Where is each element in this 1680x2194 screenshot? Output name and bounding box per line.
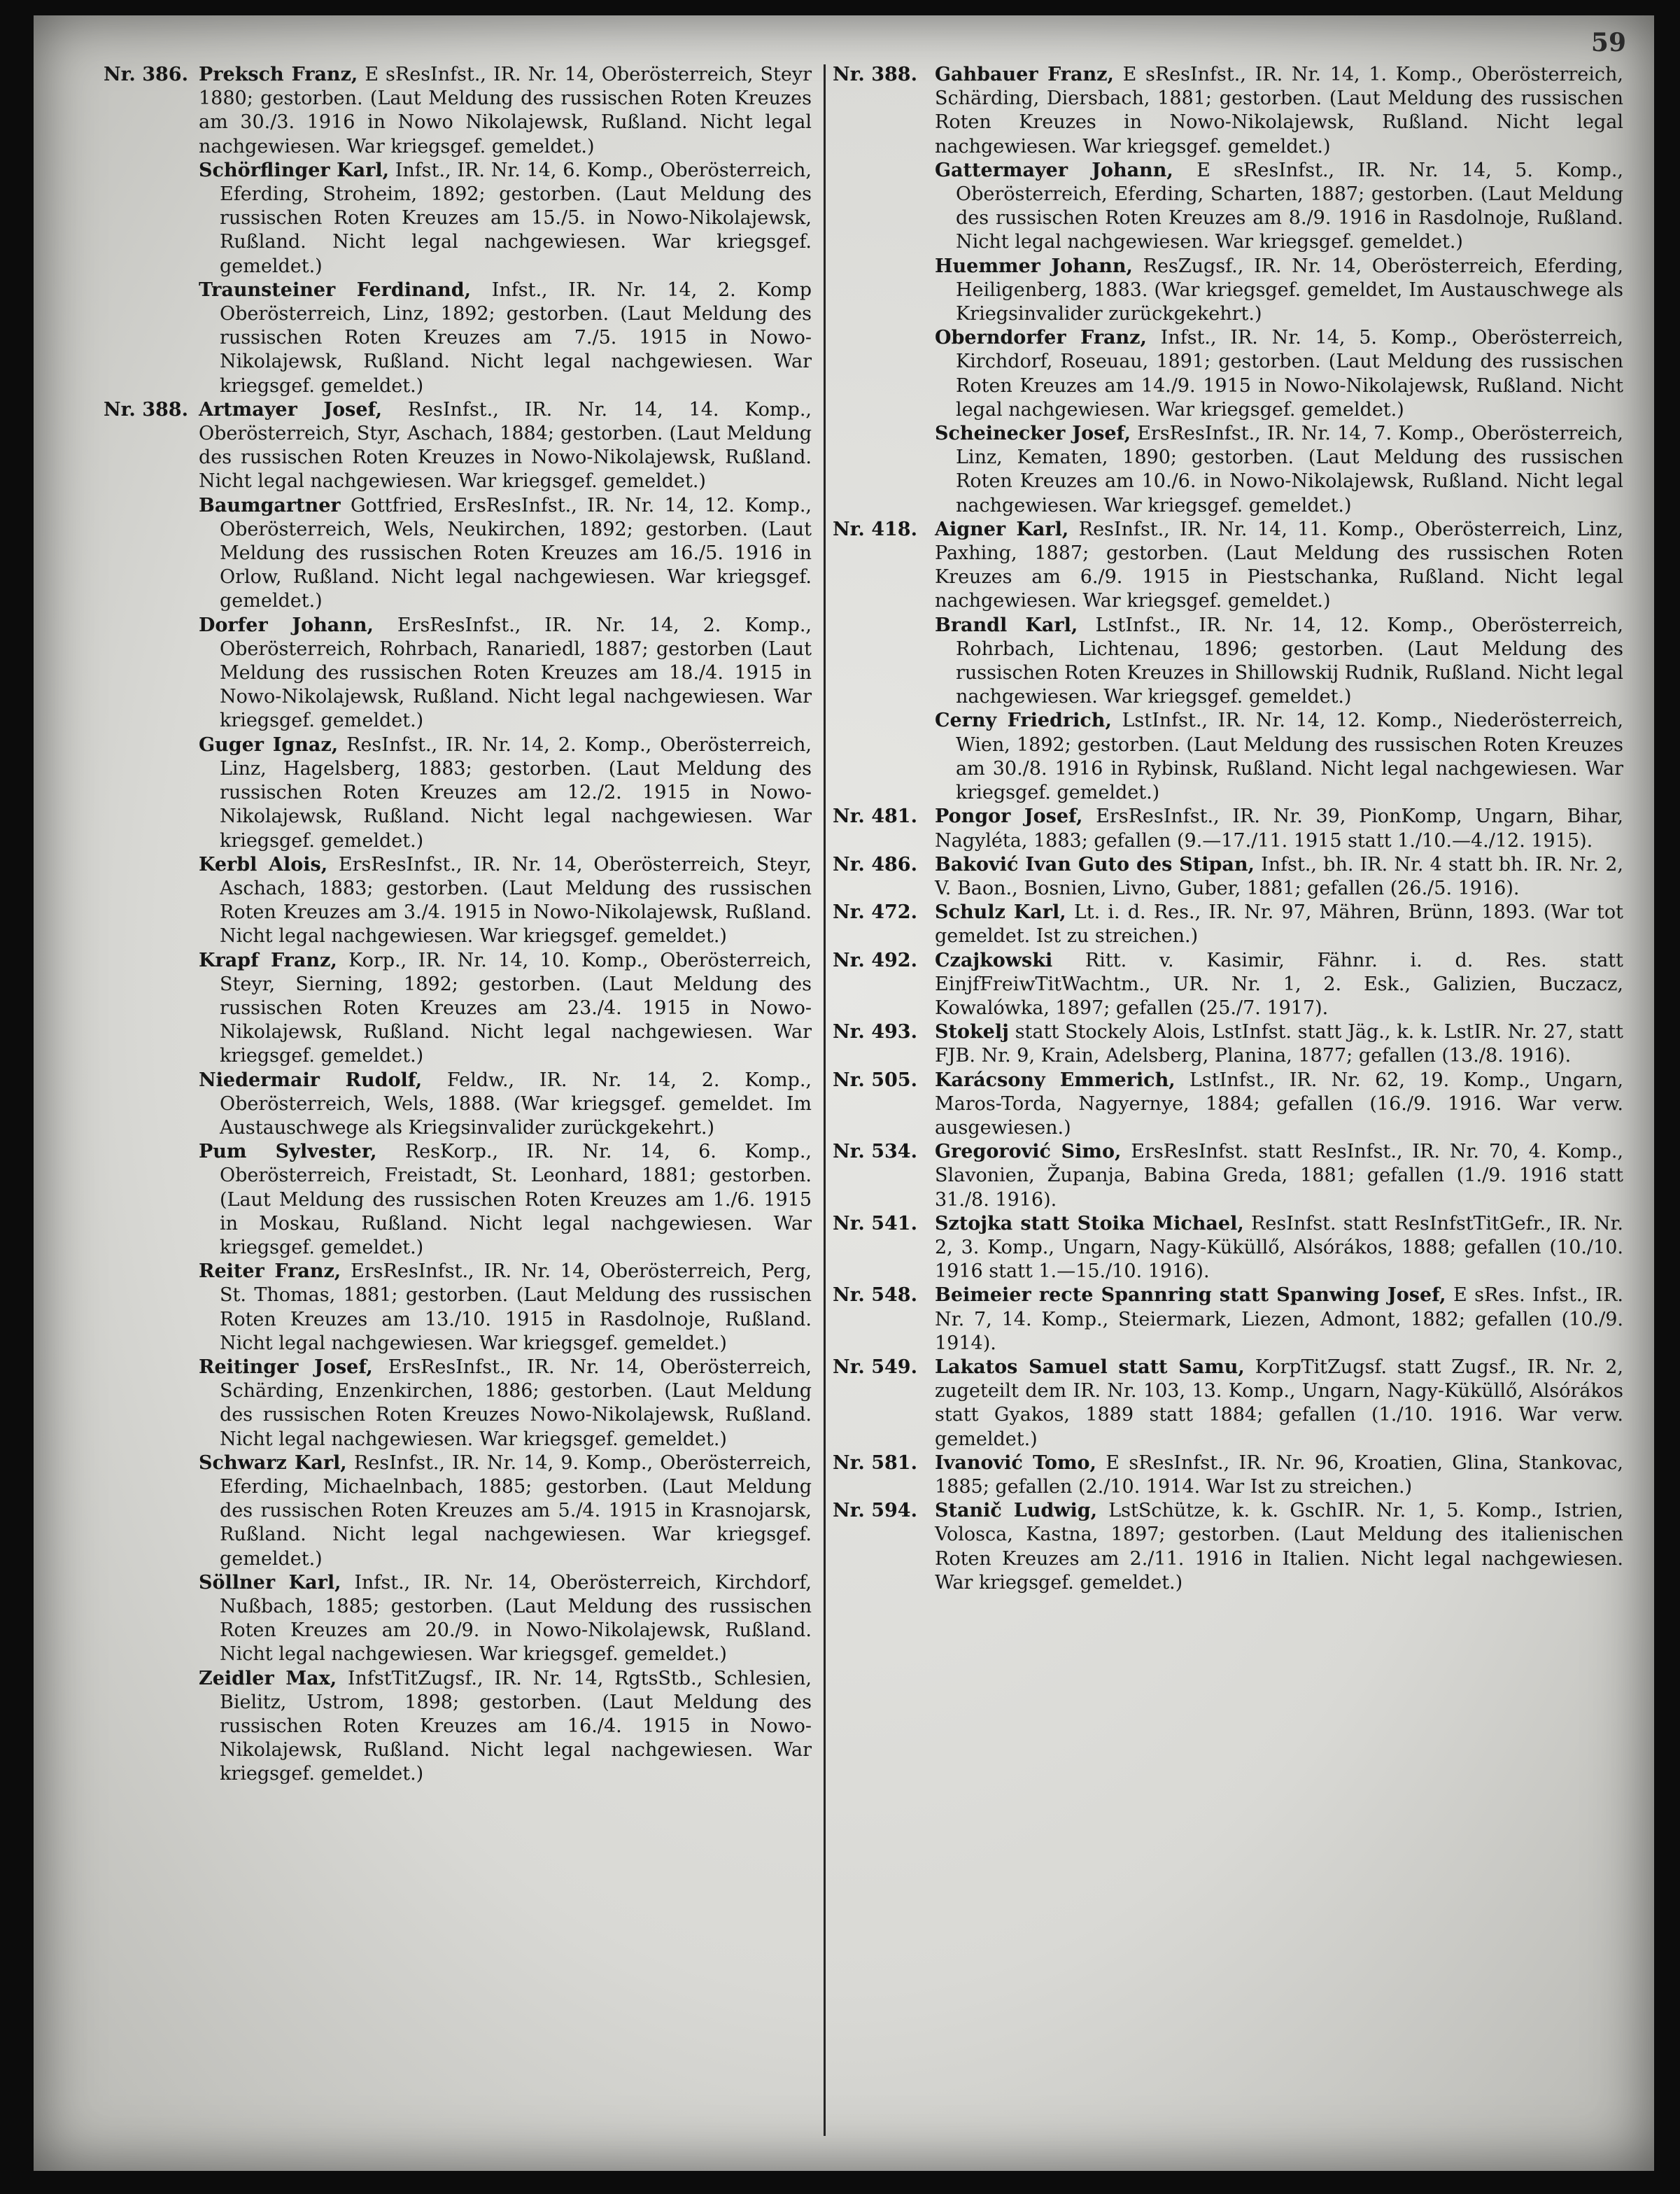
entry-name: Kerbl Alois, xyxy=(199,853,328,876)
list-entry xyxy=(833,1140,1623,1212)
entry-text: Infst., IR. Nr. 14, 5. Komp., Oberösterreich, Kirchdorf, Roseuau, 1891; gestorben. (Laut Meldung des russischen Roten Kreuzes am 14./9. 1915 in Nowo-Nikolajewsk, Rußland. Nicht legal nachgewiesen. War kriegsgef. gemeldet.) xyxy=(956,327,1623,421)
entry-name: Gahbauer Franz, xyxy=(935,64,1114,85)
entry-text: InfstTitZugsf., IR. Nr. 14, RgtsStb., Schlesien, Bielitz, Ustrom, 1898; gestorben. (Laut Meldung des russischen Roten Kreuzes am 16./4. 1915 in Nowo-Nikolajewsk, Rußland. Nicht legal nachgewiesen. War kriegsgef. gemeldet.) xyxy=(220,1667,812,1785)
entry-name: Stokelj xyxy=(935,1021,1009,1043)
list-entry xyxy=(833,1284,1623,1356)
entry-text: E sResInfst., IR. Nr. 14, 1. Komp., Oberösterreich, Schärding, Diersbach, 1881; gestorben. (Laut Meldung des russischen Roten Kreuzes in Nowo-Nikolajewsk, Rußland. Nicht legal nachgewiesen. War kriegsgef. gemeldet.) xyxy=(935,64,1623,157)
list-entry xyxy=(199,279,812,398)
list-entry xyxy=(833,518,1623,614)
list-entry xyxy=(199,1667,812,1787)
entry-text: Infst., IR. Nr. 14, Oberösterreich, Kirchdorf, Nußbach, 1885; gestorben. (Laut Meldung des russischen Roten Kreuzes am 20./9. in Nowo-Nikolajewsk, Rußland. Nicht legal nachgewiesen. War kriegsgef. gemeldet.) xyxy=(220,1571,812,1666)
entry-text: Feldw., IR. Nr. 14, 2. Komp., Oberösterreich, Wels, 1888. (War kriegsgef. gemeldet. Im Austauschwege als Kriegsinvalider zurückgekehrt.) xyxy=(220,1069,812,1139)
entry-text: Gottfried, ErsResInfst., IR. Nr. 14, 12. Komp., Oberösterreich, Wels, Neukirchen, 1892; gestorben. (Laut Meldung des russischen Roten Kreuzes am 16./5. 1916 in Orlow, Rußland. Nicht legal nachgewiesen. War kriegsgef. gemeldet.) xyxy=(220,494,812,612)
entry-number: Nr. 581. xyxy=(833,1451,917,1474)
entry-text: E sResInfst., IR. Nr. 14, 5. Komp., Oberösterreich, Eferding, Scharten, 1887; gestorben. (Laut Meldung des russischen Roten Kreuzes am 8./9. 1916 in Rasdolnoje, Rußland. Nicht legal nachgewiesen. War kriegsgef. gemeldet.) xyxy=(956,159,1624,253)
entry-number: Nr. 418. xyxy=(833,518,917,540)
entry-text: ResInfst. statt ResInfstTitGefr., IR. Nr. 2, 3. Komp., Ungarn, Nagy-Küküllő, Alsórákos, 1888; gefallen (10./10. 1916 statt 1.—15./10. 1916). xyxy=(935,1212,1624,1283)
entry-name: Reiter Franz, xyxy=(199,1260,341,1283)
list-entry xyxy=(199,949,812,1069)
entry-name: Aigner Karl, xyxy=(935,518,1069,540)
list-entry xyxy=(935,422,1623,518)
list-entry xyxy=(199,1260,812,1356)
entry-number: Nr. 472. xyxy=(833,901,917,924)
entry-number: Nr. 481. xyxy=(833,806,917,828)
entry-text: Infst., IR. Nr. 14, 6. Komp., Oberösterreich, Eferding, Stroheim, 1892; gestorben. (Laut Meldung des russischen Roten Kreuzes am 15./5. in Nowo-Nikolajewsk, Rußland. Nicht legal nachgewiesen. War kriegsgef. gemeldet.) xyxy=(220,159,812,277)
entry-number: Nr. 486. xyxy=(833,853,917,876)
entry-text: statt Stockely Alois, LstInfst. statt Jäg., k. k. LstIR. Nr. 27, statt FJB. Nr. 9, Krain, Adelsberg, Planina, 1877; gefallen (13./8. 1916). xyxy=(935,1021,1623,1067)
list-entry xyxy=(833,901,1623,948)
list-entry xyxy=(935,159,1623,255)
entry-name: Beimeier recte Spannring statt Spanwing Josef, xyxy=(935,1284,1446,1307)
entry-text: ErsResInfst., IR. Nr. 14, 2. Komp., Oberösterreich, Rohrbach, Ranariedl, 1887; gestorben (Laut Meldung des russischen Roten Kreuzes am 18./4. 1915 in Nowo-Nikolajewsk, Rußland. Nicht legal nachgewiesen. War kriegsgef. gemeldet.) xyxy=(220,614,812,732)
entry-text: ResInfst., IR. Nr. 14, 14. Komp., Oberösterreich, Styr, Aschach, 1884; gestorben. (Laut Meldung des russischen Roten Kreuzes in Nowo-Nikolajewsk, Rußland. Nicht legal nachgewiesen. War kriegsgef. gemeldet.) xyxy=(199,398,812,493)
list-entry xyxy=(199,733,812,853)
entry-name: Huemmer Johann, xyxy=(935,255,1133,277)
entry-name: Brandl Karl, xyxy=(935,614,1078,636)
entry-name: Zeidler Max, xyxy=(199,1667,337,1689)
entry-text: LstInfst., IR. Nr. 62, 19. Komp., Ungarn, Maros-Torda, Nagyernye, 1884; gefallen (16./9. 1916. War verw. ausgewiesen.) xyxy=(935,1069,1623,1139)
entry-name: Schörflinger Karl, xyxy=(199,159,389,181)
entry-text: ErsResInfst., IR. Nr. 14, 7. Komp., Oberösterreich, Linz, Kematen, 1890; gestorben. (Laut Meldung des russischen Roten Kreuzes am 10./6. in Nowo-Nikolajewsk, Rußland. Nicht legal nachgewiesen. War kriegsgef. gemeldet.) xyxy=(956,423,1623,516)
entry-number: Nr. 594. xyxy=(833,1500,917,1522)
list-entry xyxy=(199,614,812,733)
list-entry xyxy=(935,326,1623,422)
entry-text: LstInfst., IR. Nr. 14, 12. Komp., Niederösterreich, Wien, 1892; gestorben. (Laut Meldung des russischen Roten Kreuzes am 30./8. 1916 in Rybinsk, Rußland. Nicht legal nachgewiesen. War kriegsgef. gemeldet.) xyxy=(956,710,1624,804)
entry-name: Traunsteiner Ferdinand, xyxy=(199,279,472,301)
entry-text: Ritt. v. Kasimir, Fähnr. i. d. Res. statt EinjfFreiwTitWachtm., UR. Nr. 1, 2. Esk., Galizien, Buczacz, Kowalówka, 1897; gefallen (25./7. 1917). xyxy=(935,949,1623,1019)
entry-name: Guger Ignaz, xyxy=(199,733,339,756)
entry-number: Nr. 541. xyxy=(833,1212,917,1235)
entry-name: Baumgartner xyxy=(199,494,341,516)
list-entry xyxy=(104,63,812,159)
list-entry xyxy=(199,1571,812,1667)
list-entry xyxy=(199,159,812,279)
entry-name: Scheinecker Josef, xyxy=(935,423,1131,445)
entry-name: Gattermayer Johann, xyxy=(935,159,1173,181)
entry-number: Nr. 493. xyxy=(833,1021,917,1043)
entry-number: Nr. 492. xyxy=(833,949,917,971)
entry-name: Schwarz Karl, xyxy=(199,1451,347,1474)
entry-text: ResZugsf., IR. Nr. 14, Oberösterreich, Eferding, Heiligenberg, 1883. (War kriegsgef. gemeldet, Im Austauschwege als Kriegsinvalider zurückgekehrt.) xyxy=(956,255,1623,325)
entry-name: Karácsony Emmerich, xyxy=(935,1069,1176,1091)
entry-name: Cerny Friedrich, xyxy=(935,710,1112,732)
list-entry xyxy=(833,1451,1623,1499)
entry-name: Reitinger Josef, xyxy=(199,1356,373,1378)
list-entry xyxy=(199,1069,812,1141)
column-divider xyxy=(824,64,826,2136)
page-number: 59 xyxy=(1590,28,1626,57)
entry-text: ErsResInfst., IR. Nr. 14, Oberösterreich, Perg, St. Thomas, 1881; gestorben. (Laut Meldung des russischen Roten Kreuzes am 13./10. 1915 in Rasdolnoje, Rußland. Nicht legal nachgewiesen. War kriegsgef. gemeldet.) xyxy=(220,1260,812,1354)
entry-number: Nr. 549. xyxy=(833,1356,917,1378)
list-entry xyxy=(199,1140,812,1260)
entry-number: Nr. 388. xyxy=(104,398,188,421)
entry-text: ErsResInfst., IR. Nr. 14, Oberösterreich, Schärding, Enzenkirchen, 1886; gestorben. (Laut Meldung des russischen Roten Kreuzes Nowo-Nikolajewsk, Rußland. Nicht legal nachgewiesen. War kriegsgef. gemeldet.) xyxy=(220,1356,812,1450)
right-column xyxy=(833,63,1623,1595)
entry-name: Gregorović Simo, xyxy=(935,1141,1122,1163)
entry-text: ErsResInfst. statt ResInfst., IR. Nr. 70, 4. Komp., Slavonien, Županja, Babina Greda, 1881; gefallen (1./9. 1916 statt 31./8. 1916). xyxy=(935,1141,1623,1211)
entry-text: E sRes. Infst., IR. Nr. 7, 14. Komp., Steiermark, Liezen, Admont, 1882; gefallen (10./9. 1914). xyxy=(935,1284,1623,1354)
entry-text: E sResInfst., IR. Nr. 96, Kroatien, Glina, Stankovac, 1885; gefallen (2./10. 1914. War Ist zu streichen.) xyxy=(935,1451,1624,1498)
entry-number: Nr. 505. xyxy=(833,1069,917,1091)
entry-text: LstSchütze, k. k. GschIR. Nr. 1, 5. Komp., Istrien, Volosca, Kastna, 1897; gestorben. (Laut Meldung des italienischen Roten Kreuzes am 2./11. 1916 in Italien. Nicht legal nachgewiesen. War kriegsgef. gemeldet.) xyxy=(935,1500,1623,1594)
list-entry xyxy=(104,398,812,494)
entry-name: Preksch Franz, xyxy=(199,64,358,85)
entry-number: Nr. 388. xyxy=(833,64,917,85)
list-entry xyxy=(935,709,1623,805)
entry-number: Nr. 386. xyxy=(104,64,188,85)
list-entry xyxy=(935,255,1623,327)
list-entry xyxy=(833,1020,1623,1068)
entry-number: Nr. 534. xyxy=(833,1141,917,1163)
list-entry xyxy=(833,853,1623,901)
entry-name: Krapf Franz, xyxy=(199,949,337,971)
list-entry xyxy=(833,949,1623,1021)
entry-name: Oberndorfer Franz, xyxy=(935,327,1147,349)
entry-text: KorpTitZugsf. statt Zugsf., IR. Nr. 2, zugeteilt dem IR. Nr. 103, 13. Komp., Ungarn, Nagy-Küküllő, Alsórákos statt Gyakos, 1889 statt 1884; gefallen (1./10. 1916. War verw. gemeldet.) xyxy=(935,1356,1623,1450)
entry-number: Nr. 548. xyxy=(833,1284,917,1307)
list-entry xyxy=(199,494,812,614)
left-column xyxy=(104,63,812,1787)
list-entry xyxy=(833,805,1623,852)
entry-name: Stanič Ludwig, xyxy=(935,1500,1098,1522)
list-entry xyxy=(833,1212,1623,1284)
entry-text: Infst., bh. IR. Nr. 4 statt bh. IR. Nr. 2, V. Baon., Bosnien, Livno, Guber, 1881; gefallen (26./5. 1916). xyxy=(935,853,1623,899)
entry-name: Schulz Karl, xyxy=(935,901,1066,924)
entry-name: Czajkowski xyxy=(935,949,1053,971)
entry-name: Sztojka statt Stoika Michael, xyxy=(935,1212,1244,1235)
list-entry xyxy=(833,63,1623,159)
entry-name: Pum Sylvester, xyxy=(199,1141,377,1163)
entry-text: Korp., IR. Nr. 14, 10. Komp., Oberösterreich, Steyr, Sierning, 1892; gestorben. (Laut Meldung des russischen Roten Kreuzes am 23./4. 1915 in Nowo-Nikolajewsk, Rußland. Nicht legal nachgewiesen. War kriegsgef. gemeldet.) xyxy=(220,949,812,1067)
entry-name: Niedermair Rudolf, xyxy=(199,1069,423,1091)
document-page xyxy=(34,15,1654,2171)
entry-text: ResInfst., IR. Nr. 14, 11. Komp., Oberösterreich, Linz, Paxhing, 1887; gestorben. (Laut Meldung des russischen Roten Kreuzes am 6./9. 1915 in Piestschanka, Rußland. Nicht legal nachgewiesen. War kriegsgef. gemeldet.) xyxy=(935,518,1624,612)
entry-name: Dorfer Johann, xyxy=(199,614,374,636)
entry-text: Lt. i. d. Res., IR. Nr. 97, Mähren, Brünn, 1893. (War tot gemeldet. Ist zu streichen.) xyxy=(935,901,1623,948)
entry-name: Baković Ivan Guto des Stipan, xyxy=(935,853,1255,876)
entry-text: LstInfst., IR. Nr. 14, 12. Komp., Oberösterreich, Rohrbach, Lichtenau, 1896; gestorben. (Laut Meldung des russischen Roten Kreuzes in Shillowskij Rudnik, Rußland. Nicht legal nachgewiesen. War kriegsgef. gemeldet.) xyxy=(956,614,1623,708)
list-entry xyxy=(199,1356,812,1451)
entry-text: ResInfst., IR. Nr. 14, 2. Komp., Oberösterreich, Linz, Hagelsberg, 1883; gestorben. (Laut Meldung des russischen Roten Kreuzes am 12./2. 1915 in Nowo-Nikolajewsk, Rußland. Nicht legal nachgewiesen. War kriegsgef. gemeldet.) xyxy=(220,733,812,852)
entry-name: Artmayer Josef, xyxy=(199,398,382,421)
entry-name: Pongor Josef, xyxy=(935,806,1083,828)
list-entry xyxy=(833,1499,1623,1595)
entry-text: ErsResInfst., IR. Nr. 39, PionKomp, Ungarn, Bihar, Nagyléta, 1883; gefallen (9.—17./11. 1915 statt 1./10.—4./12. 1915). xyxy=(935,806,1623,852)
entry-text: ResInfst., IR. Nr. 14, 9. Komp., Oberösterreich, Eferding, Michaelnbach, 1885; gestorben. (Laut Meldung des russischen Roten Kreuzes am 5./4. 1915 in Krasnojarsk, Rußland. Nicht legal nachgewiesen. War kriegsgef. gemeldet.) xyxy=(220,1451,812,1570)
list-entry xyxy=(199,853,812,949)
entry-name: Ivanović Tomo, xyxy=(935,1451,1096,1474)
entry-name: Söllner Karl, xyxy=(199,1571,341,1594)
list-entry xyxy=(833,1069,1623,1141)
entry-text: ErsResInfst., IR. Nr. 14, Oberösterreich, Steyr, Aschach, 1883; gestorben. (Laut Meldung des russischen Roten Kreuzes am 3./4. 1915 in Nowo-Nikolajewsk, Rußland. Nicht legal nachgewiesen. War kriegsgef. gemeldet.) xyxy=(220,853,812,948)
list-entry xyxy=(935,614,1623,710)
entry-text: E sResInfst., IR. Nr. 14, Oberösterreich, Steyr 1880; gestorben. (Laut Meldung des russischen Roten Kreuzes am 30./3. 1916 in Nowo Nikolajewsk, Rußland. Nicht legal nachgewiesen. War kriegsgef. gemeldet.) xyxy=(199,64,812,157)
entry-text: ResKorp., IR. Nr. 14, 6. Komp., Oberösterreich, Freistadt, St. Leonhard, 1881; gestorben. (Laut Meldung des russischen Roten Kreuzes am 1./6. 1915 in Moskau, Rußland. Nicht legal nachgewiesen. War kriegsgef. gemeldet.) xyxy=(220,1141,812,1258)
entry-text: Infst., IR. Nr. 14, 2. Komp Oberösterreich, Linz, 1892; gestorben. (Laut Meldung des russischen Roten Kreuzes am 7./5. 1915 in Nowo-Nikolajewsk, Rußland. Nicht legal nachgewiesen. War kriegsgef. gemeldet.) xyxy=(220,279,812,397)
entry-name: Lakatos Samuel statt Samu, xyxy=(935,1356,1245,1378)
list-entry xyxy=(199,1451,812,1571)
list-entry xyxy=(833,1356,1623,1451)
